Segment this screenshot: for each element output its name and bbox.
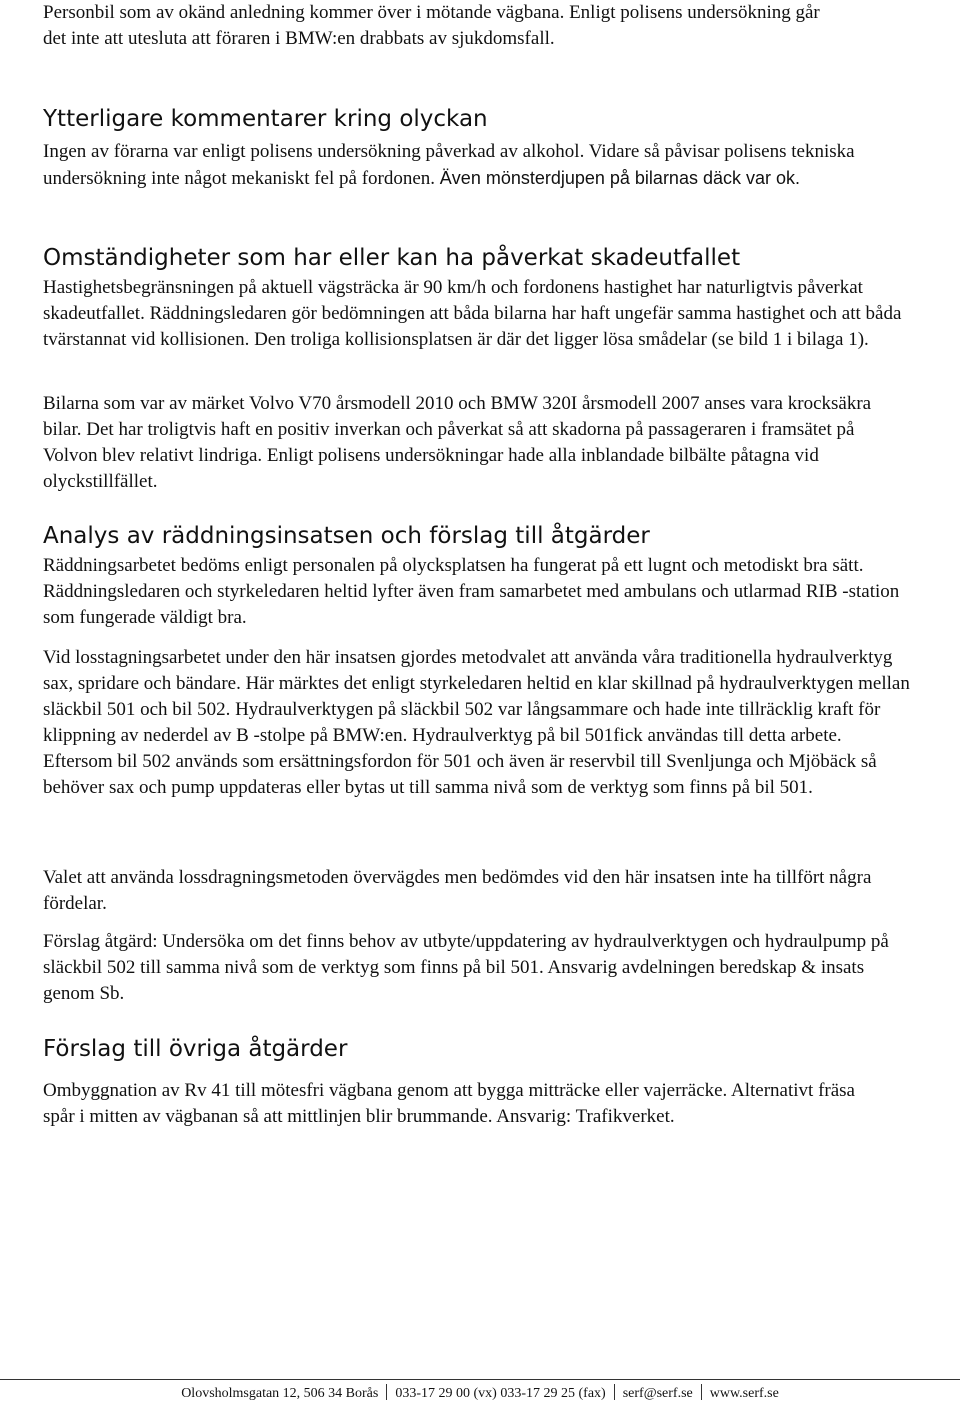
comments-paragraph	[43, 139, 903, 192]
analysis-paragraph-1: Räddningsarbetet bedöms enligt personalen på olycksplatsen ha fungerat på ett lugnt och metodiskt bra sätt. Räddningsledaren och styrkeledaren heltid lyfter även fram samarbetet med ambulans och utlarmad RIB -station som fungerade väldigt bra.	[43, 555, 900, 628]
comments-text-serif: Ingen av förarna var enligt polisens undersökning påverkad av alkohol. Vidare så påvisar polisens tekniska undersökning inte något mekaniskt fel på fordonen.	[43, 141, 855, 189]
comments-text-sans: Även mönsterdjupen på bilarnas däck var ok.	[439, 168, 800, 188]
footer-email[interactable]: serf@serf.se	[622, 1386, 693, 1401]
footer-separator	[386, 1384, 387, 1400]
analysis-paragraph-4: Förslag åtgärd: Undersöka om det finns behov av utbyte/uppdatering av hydraulverktygen och hydraulpump på släckbil 502 till samma nivå som de verktyg som finns på bil 501. Ansvarig avdelningen beredskap & insats genom Sb.	[43, 931, 889, 1004]
footer-separator	[614, 1384, 615, 1400]
other-measures-heading: Förslag till övriga åtgärder	[43, 1036, 348, 1062]
intro-paragraph: Personbil som av okänd anledning kommer över i mötande vägbana. Enligt polisens undersökning går det inte att utesluta att föraren i BMW:en drabbats av sjukdomsfall.	[43, 2, 820, 49]
circumstances-heading: Omständigheter som har eller kan ha påverkat skadeutfallet	[43, 245, 741, 271]
analysis-paragraph-3: Valet att använda lossdragningsmetoden övervägdes men bedömdes vid den här insatsen inte ha tillfört några fördelar.	[43, 867, 872, 914]
comments-heading: Ytterligare kommentarer kring olyckan	[43, 106, 488, 132]
analysis-paragraph-2: Vid losstagningsarbetet under den här insatsen gjordes metodvalet att använda våra traditionella hydraulverktyg sax, spridare och bändare. Här märktes det enligt styrkeledaren heltid en klar skillnad på hydraulverktygen mellan släckbil 501 och bil 502. Hydraulverktygen på släckbil 502 var långsammare och hade inte tillräcklig kraft för klippning av nederdel av B -stolpe på BMW:en. Hydraulverktyg på bil 501fick användas till detta arbete. Eftersom bil 502 används som ersättningsfordon för 501 och även är reservbil till Svenljunga och Mjöbäck så behöver sax och pump uppdateras eller bytas ut till samma nivå som de verktyg som finns på bil 501.	[43, 647, 910, 798]
footer-address: Olovsholmsgatan 12, 506 34 Borås	[181, 1386, 379, 1401]
footer-separator	[701, 1384, 702, 1400]
circumstances-paragraph-2: Bilarna som var av märket Volvo V70 årsmodell 2010 och BMW 320I årsmodell 2007 anses vara krocksäkra bilar. Det har troligtvis haft en positiv inverkan och påverkat så att skadorna på passageraren i framsätet på Volvon blev relativt lindriga. Enligt polisens undersökningar hade alla inblandade bilbälte påtagna vid olyckstillfället.	[43, 393, 872, 492]
other-measures-paragraph: Ombyggnation av Rv 41 till mötesfri vägbana genom att bygga mitträcke eller vajerräcke. Alternativt fräsa spår i mitten av vägbanan så att mittlinjen blir brummande. Ansvarig: Trafikverket.	[43, 1080, 855, 1127]
circumstances-paragraph-1: Hastighetsbegränsningen på aktuell vägsträcka är 90 km/h och fordonens hastighet har naturligtvis påverkat skadeutfallet. Räddningsledaren gör bedömningen att båda bilarna har haft ungefär samma hastighet och att båda tvärstannat vid kollisionen. Den troliga kollisionsplatsen är där det ligger lösa smådelar (se bild 1 i bilaga 1).	[43, 277, 902, 350]
footer-divider	[0, 1379, 960, 1380]
footer-website[interactable]: www.serf.se	[709, 1386, 779, 1401]
page-footer	[0, 1384, 960, 1404]
analysis-heading: Analys av räddningsinsatsen och förslag till åtgärder	[43, 523, 650, 549]
footer-phone: 033-17 29 00 (vx) 033-17 29 25 (fax)	[395, 1386, 606, 1401]
